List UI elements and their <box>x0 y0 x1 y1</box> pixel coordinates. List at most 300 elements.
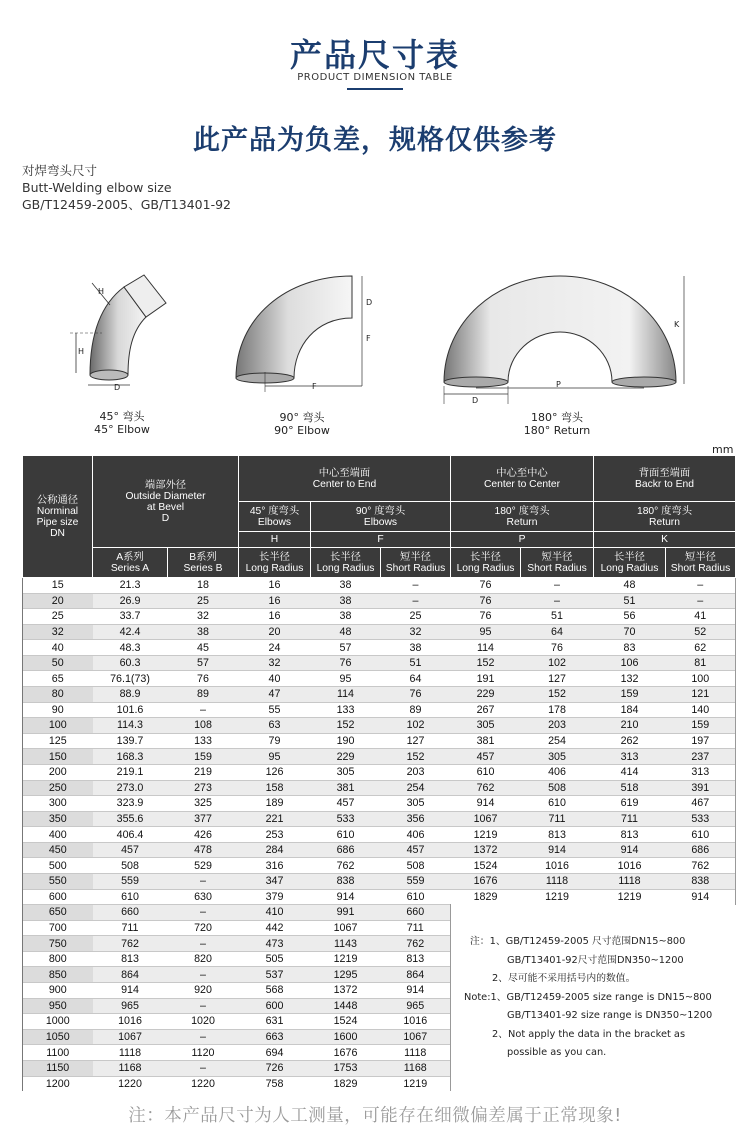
table-row <box>23 1060 736 1076</box>
table-cell: 711 <box>93 920 168 936</box>
table-cell: 57 <box>168 655 239 671</box>
table-cell-dn: 32 <box>23 624 93 640</box>
header-series-b: B系列 Series B <box>168 548 239 578</box>
table-cell: 325 <box>168 796 239 812</box>
table-cell: 133 <box>311 702 381 718</box>
table-row <box>23 827 736 843</box>
note-cn-2: 2、尽可能不采用括号内的数值。 <box>492 973 636 984</box>
table-cell: 1829 <box>311 1076 381 1091</box>
header-back-to-end: 背面至端面 Backr to End <box>594 456 736 502</box>
table-cell: 159 <box>594 687 666 703</box>
table-cell-dn: 1050 <box>23 1029 93 1045</box>
table-cell: 60.3 <box>93 655 168 671</box>
table-cell: – <box>168 873 239 889</box>
table-cell-empty <box>666 1060 736 1076</box>
table-cell: 1118 <box>381 1045 451 1061</box>
table-cell: 76 <box>451 578 521 594</box>
table-cell: 152 <box>381 749 451 765</box>
table-cell-dn: 850 <box>23 967 93 983</box>
table-cell: 108 <box>168 718 239 734</box>
table-cell: 101.6 <box>93 702 168 718</box>
table-cell: 914 <box>381 983 451 999</box>
return-180-caption-cn: 180° 弯头 <box>531 411 583 424</box>
header-f-short-radius: 短半径 Short Radius <box>381 548 451 578</box>
table-cell: 610 <box>93 889 168 905</box>
table-cell: 254 <box>521 733 594 749</box>
table-cell: 610 <box>451 764 521 780</box>
elbow-90-caption-cn: 90° 弯头 <box>279 411 325 424</box>
table-row <box>23 702 736 718</box>
table-cell: 1372 <box>311 983 381 999</box>
table-row <box>23 796 736 812</box>
table-cell-empty <box>594 905 666 921</box>
table-cell: 1067 <box>93 1029 168 1045</box>
table-cell: 1020 <box>168 1014 239 1030</box>
table-cell: 610 <box>381 889 451 905</box>
table-cell: 79 <box>239 733 311 749</box>
table-cell: 630 <box>168 889 239 905</box>
elbow-90-caption <box>262 411 342 437</box>
table-cell: 18 <box>168 578 239 594</box>
table-cell: 559 <box>93 873 168 889</box>
table-cell: – <box>168 967 239 983</box>
table-row <box>23 671 736 687</box>
table-cell: 305 <box>311 764 381 780</box>
table-cell: 377 <box>168 811 239 827</box>
table-cell: 864 <box>381 967 451 983</box>
note-en-2b: possible as you can. <box>507 1047 607 1058</box>
elbow-45-dim-h: H <box>78 347 85 356</box>
table-cell: 76 <box>381 687 451 703</box>
header-f-long-radius: 长半径 Long Radius <box>311 548 381 578</box>
table-cell: 1118 <box>93 1045 168 1061</box>
table-cell: 610 <box>311 827 381 843</box>
return-180-caption-en: 180° Return <box>523 424 591 437</box>
table-row <box>23 640 736 656</box>
table-cell: 184 <box>594 702 666 718</box>
table-cell: 76 <box>451 609 521 625</box>
note-cn-1b: GB/T13401-92尺寸范围DN350~1200 <box>507 954 684 966</box>
table-cell-dn: 20 <box>23 593 93 609</box>
table-cell: 16 <box>239 593 311 609</box>
table-cell-dn: 750 <box>23 936 93 952</box>
table-cell-dn: 650 <box>23 905 93 921</box>
table-cell: 1448 <box>311 998 381 1014</box>
table-cell: 88.9 <box>93 687 168 703</box>
table-cell: 1372 <box>451 842 521 858</box>
table-cell: 140 <box>666 702 736 718</box>
table-cell: 48 <box>311 624 381 640</box>
unit-label: mm <box>712 443 734 456</box>
table-cell-dn: 1150 <box>23 1060 93 1076</box>
table-cell: 457 <box>93 842 168 858</box>
page-subtitle: PRODUCT DIMENSION TABLE <box>297 72 453 83</box>
table-cell: 203 <box>381 764 451 780</box>
table-cell: – <box>168 936 239 952</box>
elbow-90-diagram <box>228 268 388 408</box>
table-cell: 457 <box>311 796 381 812</box>
table-cell: 1524 <box>451 858 521 874</box>
table-cell-dn: 1100 <box>23 1045 93 1061</box>
table-row <box>23 889 736 905</box>
table-cell: 1219 <box>381 1076 451 1091</box>
table-cell: 559 <box>381 873 451 889</box>
elbow-45-caption <box>82 410 162 436</box>
table-cell: 32 <box>381 624 451 640</box>
table-row <box>23 764 736 780</box>
table-cell: 1220 <box>168 1076 239 1091</box>
table-cell: 1016 <box>381 1014 451 1030</box>
table-cell: 76.1(73) <box>93 671 168 687</box>
table-cell: 720 <box>168 920 239 936</box>
table-cell: 1067 <box>451 811 521 827</box>
table-cell: 762 <box>93 936 168 952</box>
table-cell: 100 <box>666 671 736 687</box>
table-cell: 533 <box>311 811 381 827</box>
table-cell: 813 <box>93 951 168 967</box>
table-cell-dn: 450 <box>23 842 93 858</box>
section-title-en: Butt-Welding elbow size <box>22 180 172 195</box>
table-cell: 1168 <box>381 1060 451 1076</box>
note-en-1b: GB/T13401-92 size range is DN350~1200 <box>507 1010 713 1021</box>
table-cell-dn: 65 <box>23 671 93 687</box>
table-cell: 762 <box>381 936 451 952</box>
header-outside-diameter: 端部外径 Outside Diameter at Bevel D <box>93 456 239 548</box>
table-cell-empty <box>666 1076 736 1091</box>
table-cell-dn: 125 <box>23 733 93 749</box>
header-k-long-radius: 长半径 Long Radius <box>594 548 666 578</box>
header-letter-p: P <box>451 532 594 548</box>
table-row <box>23 749 736 765</box>
table-cell: – <box>666 578 736 594</box>
table-cell: 81 <box>666 655 736 671</box>
table-cell-empty <box>521 1076 594 1091</box>
elbow-45-dim-h-top: H <box>98 287 105 296</box>
table-row <box>23 687 736 703</box>
header-180-return-k: 180° 度弯头 Return <box>594 502 736 532</box>
table-cell: 55 <box>239 702 311 718</box>
header-letter-h: H <box>239 532 311 548</box>
table-cell: 505 <box>239 951 311 967</box>
elbow-45-diagram <box>62 265 182 405</box>
table-row <box>23 733 736 749</box>
table-cell: 686 <box>666 842 736 858</box>
table-cell: 64 <box>381 671 451 687</box>
table-cell: 355.6 <box>93 811 168 827</box>
table-cell: 20 <box>239 624 311 640</box>
table-cell: 410 <box>239 905 311 921</box>
table-cell-empty <box>594 1076 666 1091</box>
table-cell: 237 <box>666 749 736 765</box>
table-cell-dn: 400 <box>23 827 93 843</box>
table-cell: 762 <box>311 858 381 874</box>
table-cell: 189 <box>239 796 311 812</box>
table-cell-dn: 90 <box>23 702 93 718</box>
table-cell-dn: 950 <box>23 998 93 1014</box>
elbow-45-caption-cn: 45° 弯头 <box>99 410 145 423</box>
table-cell: 76 <box>311 655 381 671</box>
header-letter-k: K <box>594 532 736 548</box>
table-cell: 1143 <box>311 936 381 952</box>
table-cell: 508 <box>521 780 594 796</box>
table-cell: 63 <box>239 718 311 734</box>
section-title-cn: 对焊弯头尺寸 <box>22 163 98 178</box>
table-cell: 40 <box>239 671 311 687</box>
header-dn: 公称通径 Norminal Pipe size DN <box>23 456 93 578</box>
table-cell: 152 <box>521 687 594 703</box>
table-cell: 25 <box>381 609 451 625</box>
table-cell: 89 <box>168 687 239 703</box>
table-cell: 758 <box>239 1076 311 1091</box>
table-cell: 159 <box>168 749 239 765</box>
table-cell: 229 <box>451 687 521 703</box>
table-cell: 379 <box>239 889 311 905</box>
table-cell-dn: 25 <box>23 609 93 625</box>
table-cell: 76 <box>451 593 521 609</box>
table-cell: 219.1 <box>93 764 168 780</box>
table-cell: 139.7 <box>93 733 168 749</box>
table-cell-dn: 1000 <box>23 1014 93 1030</box>
header-180-return-p: 180° 度弯头 Return <box>451 502 594 532</box>
table-cell: 813 <box>594 827 666 843</box>
table-cell: 178 <box>521 702 594 718</box>
header-k-short-radius: 短半径 Short Radius <box>666 548 736 578</box>
header-center-to-end: 中心至端面 Center to End <box>239 456 451 502</box>
header-letter-f: F <box>311 532 451 548</box>
table-cell-dn: 100 <box>23 718 93 734</box>
table-cell: 121 <box>666 687 736 703</box>
table-cell: 51 <box>381 655 451 671</box>
table-cell: 305 <box>521 749 594 765</box>
table-cell: 813 <box>521 827 594 843</box>
table-cell-dn: 80 <box>23 687 93 703</box>
table-cell: 864 <box>93 967 168 983</box>
elbow-45-caption-en: 45° Elbow <box>94 423 150 436</box>
return-180-dim-d: D <box>472 396 479 405</box>
table-cell: 965 <box>93 998 168 1014</box>
table-cell: 133 <box>168 733 239 749</box>
elbow-45-dim-d: D <box>114 383 121 392</box>
table-cell: 914 <box>311 889 381 905</box>
table-cell: – <box>521 593 594 609</box>
table-cell: 57 <box>311 640 381 656</box>
table-cell: 1524 <box>311 1014 381 1030</box>
table-cell: 313 <box>666 764 736 780</box>
page-title: 产品尺寸表 <box>289 36 460 74</box>
table-cell: 32 <box>168 609 239 625</box>
table-cell-dn: 900 <box>23 983 93 999</box>
table-cell: 25 <box>168 593 239 609</box>
table-cell: – <box>168 905 239 921</box>
table-cell: 152 <box>451 655 521 671</box>
section-standards: GB/T12459-2005、GB/T13401-92 <box>22 197 231 212</box>
table-cell: 95 <box>239 749 311 765</box>
table-row <box>23 780 736 796</box>
table-cell: 965 <box>381 998 451 1014</box>
table-cell: 1295 <box>311 967 381 983</box>
table-cell: 711 <box>521 811 594 827</box>
table-row <box>23 624 736 640</box>
table-cell: 132 <box>594 671 666 687</box>
table-cell: 313 <box>594 749 666 765</box>
note-en-2: 2、Not apply the data in the bracket as <box>492 1028 686 1040</box>
table-cell: 83 <box>594 640 666 656</box>
table-cell: – <box>381 593 451 609</box>
table-cell-dn: 300 <box>23 796 93 812</box>
table-cell: 1016 <box>93 1014 168 1030</box>
table-cell: 76 <box>521 640 594 656</box>
table-cell: 914 <box>666 889 736 905</box>
table-cell: 127 <box>521 671 594 687</box>
table-cell: 126 <box>239 764 311 780</box>
table-cell: – <box>168 998 239 1014</box>
footer-disclaimer: 注：本产品尺寸为人工测量，可能存在细微偏差属于正常现象! <box>128 1106 622 1126</box>
table-cell: 1219 <box>594 889 666 905</box>
table-row <box>23 842 736 858</box>
table-cell: 711 <box>381 920 451 936</box>
table-row <box>23 718 736 734</box>
table-cell: 168.3 <box>93 749 168 765</box>
table-cell: 1829 <box>451 889 521 905</box>
table-cell: 38 <box>311 578 381 594</box>
table-cell-dn: 600 <box>23 889 93 905</box>
table-cell: 508 <box>381 858 451 874</box>
table-cell-dn: 15 <box>23 578 93 594</box>
table-cell: 38 <box>168 624 239 640</box>
table-cell: 32 <box>239 655 311 671</box>
header-90-elbows: 90° 度弯头 Elbows <box>311 502 451 532</box>
table-cell: 619 <box>594 796 666 812</box>
table-cell-empty <box>521 1060 594 1076</box>
table-cell: 1219 <box>311 951 381 967</box>
table-cell: 273.0 <box>93 780 168 796</box>
table-cell: 21.3 <box>93 578 168 594</box>
table-cell: 323.9 <box>93 796 168 812</box>
table-cell: 1219 <box>521 889 594 905</box>
table-cell: 210 <box>594 718 666 734</box>
title-divider <box>347 88 403 90</box>
table-cell: 42.4 <box>93 624 168 640</box>
table-cell-empty <box>594 1060 666 1076</box>
table-cell: 262 <box>594 733 666 749</box>
notes-block <box>464 933 750 1063</box>
table-cell: 254 <box>381 780 451 796</box>
table-cell: 273 <box>168 780 239 796</box>
elbow-90-dim-d: D <box>366 298 373 307</box>
header-p-short-radius: 短半径 Short Radius <box>521 548 594 578</box>
table-cell: 1118 <box>594 873 666 889</box>
table-cell: 726 <box>239 1060 311 1076</box>
table-cell-dn: 550 <box>23 873 93 889</box>
table-cell: 694 <box>239 1045 311 1061</box>
elbow-90-caption-en: 90° Elbow <box>274 424 330 437</box>
table-cell: 381 <box>451 733 521 749</box>
table-cell: – <box>168 1029 239 1045</box>
table-cell: 102 <box>381 718 451 734</box>
table-cell: – <box>666 593 736 609</box>
table-cell: 914 <box>594 842 666 858</box>
note-cn-1: 注：1、GB/T12459-2005 尺寸范围DN15~800 <box>470 936 686 947</box>
section-heading <box>22 162 231 213</box>
table-cell: 1067 <box>381 1029 451 1045</box>
table-cell: 70 <box>594 624 666 640</box>
table-cell: 62 <box>666 640 736 656</box>
return-180-diagram <box>436 262 696 412</box>
table-cell: 914 <box>93 983 168 999</box>
table-cell: 406 <box>381 827 451 843</box>
table-cell: 1120 <box>168 1045 239 1061</box>
table-cell-empty <box>521 905 594 921</box>
table-cell: 1118 <box>521 873 594 889</box>
table-cell: 76 <box>168 671 239 687</box>
table-row <box>23 593 736 609</box>
table-cell: 316 <box>239 858 311 874</box>
table-cell: 426 <box>168 827 239 843</box>
table-cell: 473 <box>239 936 311 952</box>
table-cell: 197 <box>666 733 736 749</box>
table-cell-empty <box>451 1076 521 1091</box>
table-cell: 102 <box>521 655 594 671</box>
table-cell: 537 <box>239 967 311 983</box>
table-cell: 838 <box>311 873 381 889</box>
note-en-1: Note:1、GB/T12459-2005 size range is DN15~800 <box>464 991 712 1003</box>
table-cell: 127 <box>381 733 451 749</box>
table-cell: 600 <box>239 998 311 1014</box>
return-180-dim-k: K <box>674 320 680 329</box>
table-cell: – <box>168 702 239 718</box>
table-cell: 991 <box>311 905 381 921</box>
table-cell-dn: 800 <box>23 951 93 967</box>
table-cell-empty <box>666 905 736 921</box>
table-cell: 16 <box>239 578 311 594</box>
table-cell: 381 <box>311 780 381 796</box>
table-cell: 51 <box>521 609 594 625</box>
table-cell-dn: 200 <box>23 764 93 780</box>
table-cell: – <box>521 578 594 594</box>
table-row <box>23 811 736 827</box>
table-cell: 1067 <box>311 920 381 936</box>
table-cell: 467 <box>666 796 736 812</box>
table-cell: 152 <box>311 718 381 734</box>
table-cell: 38 <box>311 609 381 625</box>
table-cell: 38 <box>381 640 451 656</box>
table-cell: 159 <box>666 718 736 734</box>
table-cell: 16 <box>239 609 311 625</box>
table-cell: 610 <box>666 827 736 843</box>
table-cell: 1220 <box>93 1076 168 1091</box>
return-180-caption <box>512 411 602 437</box>
table-cell-dn: 40 <box>23 640 93 656</box>
table-cell: 229 <box>311 749 381 765</box>
table-cell: 406.4 <box>93 827 168 843</box>
table-row <box>23 655 736 671</box>
table-cell-dn: 150 <box>23 749 93 765</box>
table-cell: 89 <box>381 702 451 718</box>
table-cell: 267 <box>451 702 521 718</box>
table-cell: 457 <box>451 749 521 765</box>
table-row <box>23 578 736 594</box>
table-cell: 219 <box>168 764 239 780</box>
table-cell-dn: 700 <box>23 920 93 936</box>
return-180-dim-p: P <box>556 380 561 389</box>
table-cell: 406 <box>521 764 594 780</box>
header-45-elbows: 45° 度弯头 Elbows <box>239 502 311 532</box>
table-cell: 95 <box>311 671 381 687</box>
table-cell: 414 <box>594 764 666 780</box>
table-cell: 45 <box>168 640 239 656</box>
table-cell: 762 <box>451 780 521 796</box>
header-center-to-center: 中心至中心 Center to Center <box>451 456 594 502</box>
